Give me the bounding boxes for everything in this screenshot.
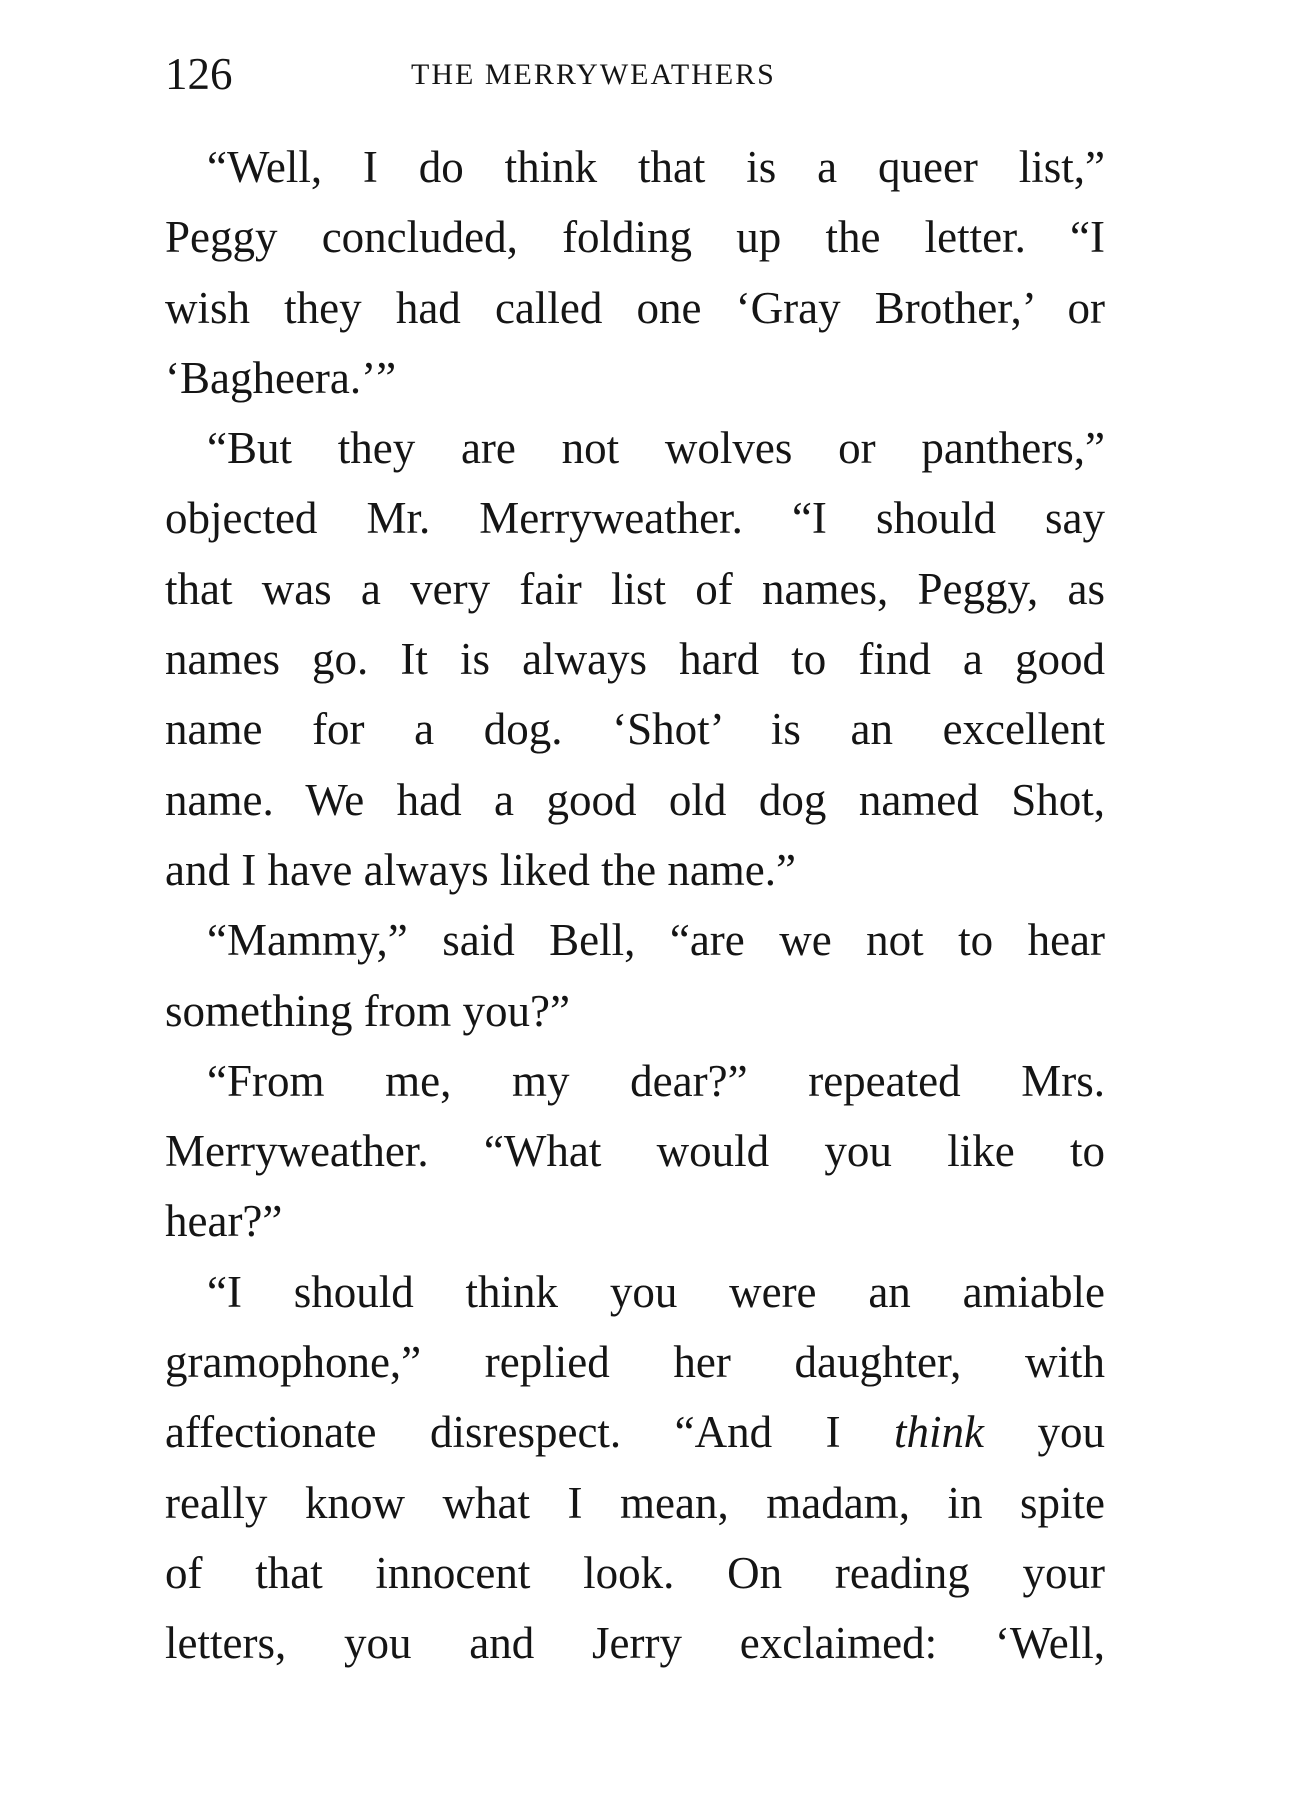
text-line: Peggy concluded, folding up the letter. “I [165,212,1105,263]
text-line: “Mammy,” said Bell, “are we not to hear [207,915,1105,966]
text-line: “I should think you were an amiable [207,1266,1105,1317]
text-line: “From me, my dear?” repeated Mrs. [207,1055,1105,1106]
italic-word: think [894,1407,985,1458]
text-line: something from you?” [165,985,570,1036]
text-line: ‘Bagheera.’” [165,352,397,403]
text-line: name. We had a good old dog named Shot, [165,774,1105,825]
text-line: really know what I mean, madam, in spite [165,1477,1105,1528]
text-line: hear?” [165,1196,283,1247]
paragraph [165,905,1105,1046]
running-title: THE MERRYWEATHERS [411,58,776,91]
text-line: that was a very fair list of names, Peggy, as [165,563,1105,614]
text-line: Merryweather. “What would you like to [165,1126,1105,1177]
text-line: objected Mr. Merryweather. “I should say [165,493,1105,544]
text-line: “But they are not wolves or panthers,” [207,423,1105,474]
text-line: of that innocent look. On reading your [165,1547,1105,1598]
paragraph [165,1046,1105,1257]
text-line: letters, you and Jerry exclaimed: ‘Well, [165,1618,1105,1669]
body-text [165,132,1105,1679]
paragraph [165,132,1105,413]
text-line: names go. It is always hard to find a good [165,634,1105,685]
page-header [165,44,1105,104]
paragraph [165,1257,1105,1679]
text-line: and I have always liked the name.” [165,844,796,895]
text-line: wish they had called one ‘Gray Brother,’ or [165,282,1105,333]
page-number: 126 [165,49,233,99]
text-fragment: you [984,1407,1105,1458]
text-line [165,1397,1105,1467]
text-line: gramophone,” replied her daughter, with [165,1337,1105,1388]
paragraph [165,413,1105,905]
text-fragment: affectionate disrespect. “And I [165,1407,895,1458]
text-line: name for a dog. ‘Shot’ is an excellent [165,704,1105,755]
text-line: “Well, I do think that is a queer list,” [207,142,1105,192]
